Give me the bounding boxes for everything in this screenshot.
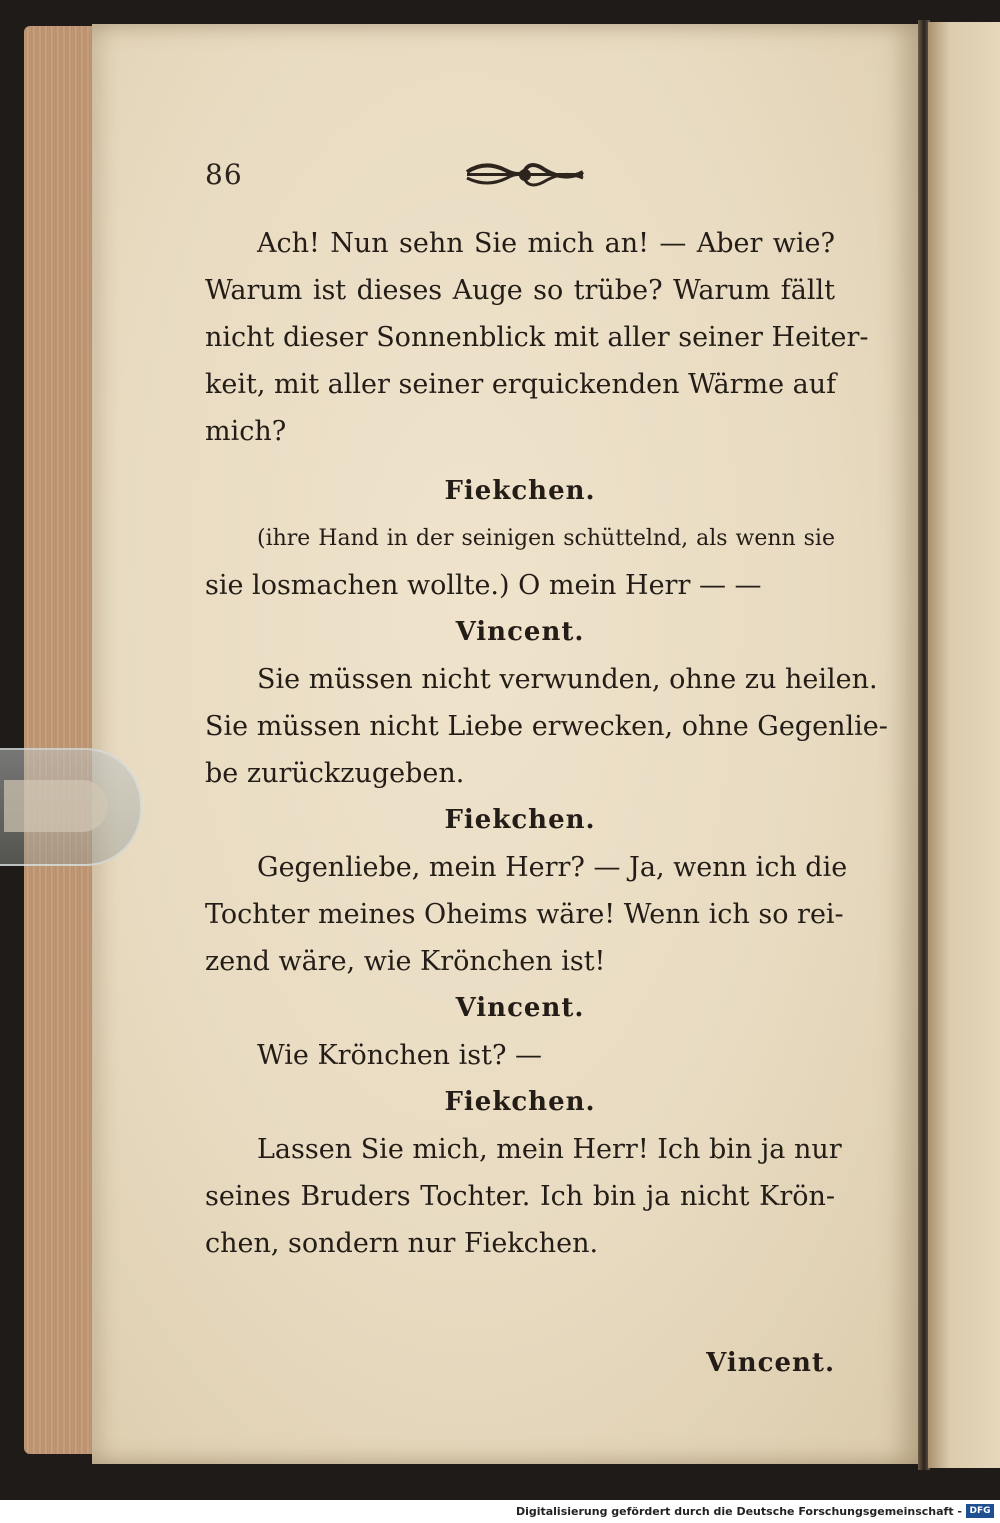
footer-bar <box>0 1500 1000 1523</box>
text-line: Lassen Sie mich, mein Herr! Ich bin ja nur <box>257 1134 842 1165</box>
speaker-name: Fiekchen. <box>444 805 596 835</box>
text-line: Gegenliebe, mein Herr? — Ja, wenn ich die <box>257 852 848 883</box>
text-line: Sie müssen nicht Liebe erwecken, ohne Gegenlie- <box>205 711 888 742</box>
footer-credit: Digitalisierung gefördert durch die Deutsche Forschungsgemeinschaft - <box>515 1505 962 1518</box>
page-clip-inner <box>4 780 108 832</box>
stage-direction: (ihre Hand in der seinigen schüttelnd, als wenn sie <box>257 526 835 551</box>
text-line: Ach! Nun sehn Sie mich an! — Aber wie? <box>257 228 835 259</box>
page-edge <box>24 26 98 1454</box>
text-line: nicht dieser Sonnenblick mit aller seiner Heiter- <box>205 322 869 353</box>
page-number: 86 <box>205 158 243 191</box>
text-line: sie losmachen wollte.) O mein Herr — — <box>205 570 762 601</box>
text-line: Tochter meines Oheims wäre! Wenn ich so rei- <box>205 899 844 930</box>
ornament-icon <box>465 152 585 198</box>
text-line: Wie Krönchen ist? — <box>257 1040 543 1071</box>
facing-page-edge <box>928 22 1000 1468</box>
text-line: Warum ist dieses Auge so trübe? Warum fällt <box>205 275 835 306</box>
dialogue-block <box>205 468 888 1267</box>
text-line: Sie müssen nicht verwunden, ohne zu heilen. <box>257 664 878 695</box>
speaker-name: Vincent. <box>455 993 585 1023</box>
text-line: keit, mit aller seiner erquickenden Wärme auf <box>205 369 837 400</box>
speaker-name: Vincent. <box>455 617 585 647</box>
text-line: be zurückzugeben. <box>205 758 465 789</box>
text-line: zend wäre, wie Krönchen ist! <box>205 946 606 977</box>
dfg-logo-icon: DFG <box>966 1504 994 1518</box>
speaker-name: Fiekchen. <box>444 1087 596 1117</box>
page-clip <box>0 748 142 866</box>
text-line: chen, sondern nur Fiekchen. <box>205 1228 599 1259</box>
text-line: seines Bruders Tochter. Ich bin ja nicht Krön- <box>205 1181 835 1212</box>
speech-block-1 <box>205 220 869 455</box>
text-line: mich? <box>205 416 287 447</box>
catchword: Vincent. <box>706 1348 835 1378</box>
speaker-name: Fiekchen. <box>444 476 596 506</box>
